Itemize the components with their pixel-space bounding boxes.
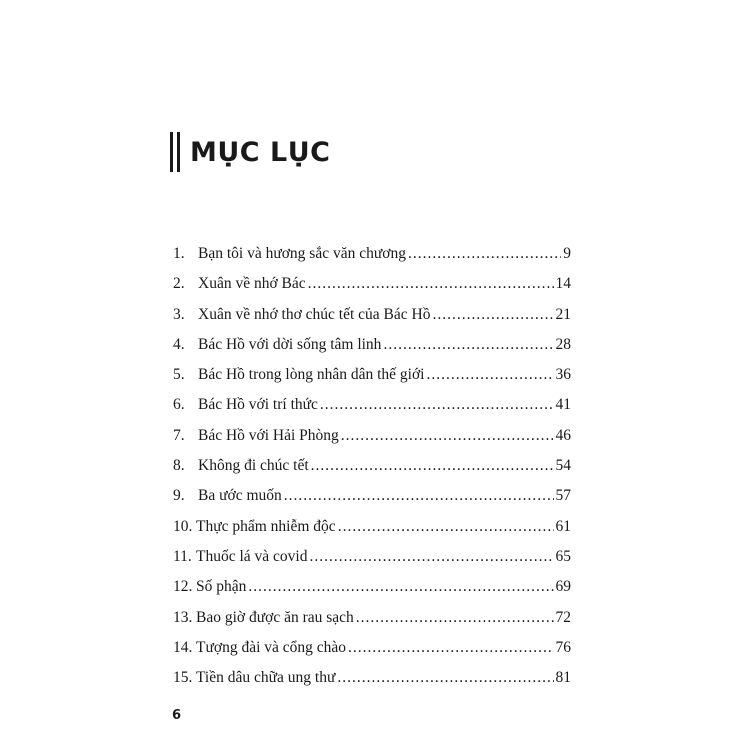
- toc-entry-title: Thực phẩm nhiễm độc: [196, 517, 336, 535]
- toc-entry-page: 57: [555, 487, 571, 505]
- heading-double-bar-ornament: [170, 132, 180, 172]
- toc-entry-number: 10.: [173, 517, 193, 535]
- toc-entry-title: Bạn tôi và hương sắc văn chương: [198, 245, 406, 262]
- toc-leader-dots: [311, 457, 554, 475]
- toc-heading: [170, 131, 330, 173]
- heading-bar-left: [170, 132, 173, 172]
- toc-entry-page: 21: [555, 305, 571, 323]
- toc-entry-title: Bác Hồ với trí thức: [198, 396, 318, 414]
- toc-leader-dots: [248, 578, 553, 596]
- toc-entry: [173, 457, 571, 487]
- toc-entry-page: 9: [563, 245, 571, 262]
- toc-entry-title: Xuân về nhớ thơ chúc tết của Bác Hồ: [198, 305, 431, 323]
- toc-entry-page: 72: [555, 608, 571, 626]
- toc-entry-page: 76: [555, 638, 571, 656]
- page-title: MỤC LỤC: [190, 136, 331, 168]
- toc-entry-title: Bao giờ được ăn rau sạch: [196, 608, 354, 626]
- toc-entry: [173, 427, 571, 457]
- toc-entry: [173, 245, 571, 275]
- toc-entry: [173, 578, 571, 608]
- toc-entry-number: 7.: [173, 426, 185, 444]
- toc-entry: [173, 669, 571, 699]
- toc-entry-page: 41: [555, 396, 571, 414]
- toc-entry-number: 2.: [173, 275, 185, 293]
- toc-entry-title: Bác Hồ trong lòng nhân dân thế giới: [198, 366, 425, 384]
- toc-leader-dots: [432, 306, 553, 324]
- toc-entry-page: 61: [555, 517, 571, 535]
- toc-entry-page: 81: [555, 669, 571, 687]
- toc-entry: [173, 548, 571, 578]
- toc-entry-page: 46: [555, 426, 571, 444]
- toc-leader-dots: [338, 518, 554, 536]
- toc-entry: [173, 396, 571, 426]
- toc-entry-title: Thuốc lá và covid: [196, 547, 308, 565]
- toc-entry-title: Bác Hồ với Hải Phòng: [198, 426, 339, 444]
- toc-leader-dots: [348, 639, 553, 657]
- toc-entry: [173, 609, 571, 639]
- toc-entry-title: Tiền dâu chữa ung thư: [196, 669, 336, 687]
- toc-leader-dots: [341, 427, 554, 445]
- toc-entry-number: 1.: [173, 245, 185, 262]
- toc-entry-page: 69: [555, 578, 571, 596]
- toc-entry-number: 12.: [173, 578, 193, 596]
- toc-leader-dots: [356, 609, 554, 627]
- toc-entry-number: 11.: [173, 547, 192, 565]
- toc-entry: [173, 306, 571, 336]
- toc-entry: [173, 336, 571, 366]
- toc-entry: [173, 487, 571, 517]
- toc-entry-number: 5.: [173, 366, 185, 384]
- toc-entry-title: Không đi chúc tết: [198, 457, 309, 475]
- toc-entry-title: Bác Hồ với dời sống tâm linh: [198, 335, 382, 353]
- page-number: 6: [172, 708, 182, 723]
- toc-entry-page: 65: [555, 547, 571, 565]
- table-of-contents: [173, 245, 571, 699]
- toc-leader-dots: [284, 487, 554, 505]
- toc-leader-dots: [337, 669, 553, 687]
- toc-leader-dots: [308, 275, 554, 293]
- toc-entry-number: 8.: [173, 457, 185, 475]
- toc-entry-page: 14: [555, 275, 571, 293]
- toc-entry-number: 9.: [173, 487, 185, 505]
- toc-entry: [173, 639, 571, 669]
- toc-leader-dots: [408, 245, 561, 263]
- toc-entry-page: 28: [555, 335, 571, 353]
- toc-entry-page: 36: [555, 366, 571, 384]
- toc-entry-number: 4.: [173, 335, 185, 353]
- toc-entry-number: 15.: [173, 669, 193, 687]
- toc-entry-title: Ba ước muốn: [198, 487, 282, 505]
- toc-leader-dots: [426, 366, 553, 384]
- toc-entry-page: 54: [555, 457, 571, 475]
- toc-entry-number: 13.: [173, 608, 193, 626]
- toc-entry-title: Xuân về nhớ Bác: [198, 275, 306, 293]
- toc-leader-dots: [320, 396, 554, 414]
- toc-entry: [173, 366, 571, 396]
- toc-entry: [173, 518, 571, 548]
- toc-entry-title: Tượng đài và cổng chào: [196, 638, 347, 656]
- toc-entry-title: Số phận: [196, 578, 247, 596]
- toc-entry-number: 14.: [173, 638, 193, 656]
- toc-leader-dots: [309, 548, 553, 566]
- heading-bar-right: [177, 132, 180, 172]
- toc-entry-number: 6.: [173, 396, 185, 414]
- toc-leader-dots: [383, 336, 553, 354]
- toc-entry-number: 3.: [173, 305, 185, 323]
- toc-entry: [173, 275, 571, 305]
